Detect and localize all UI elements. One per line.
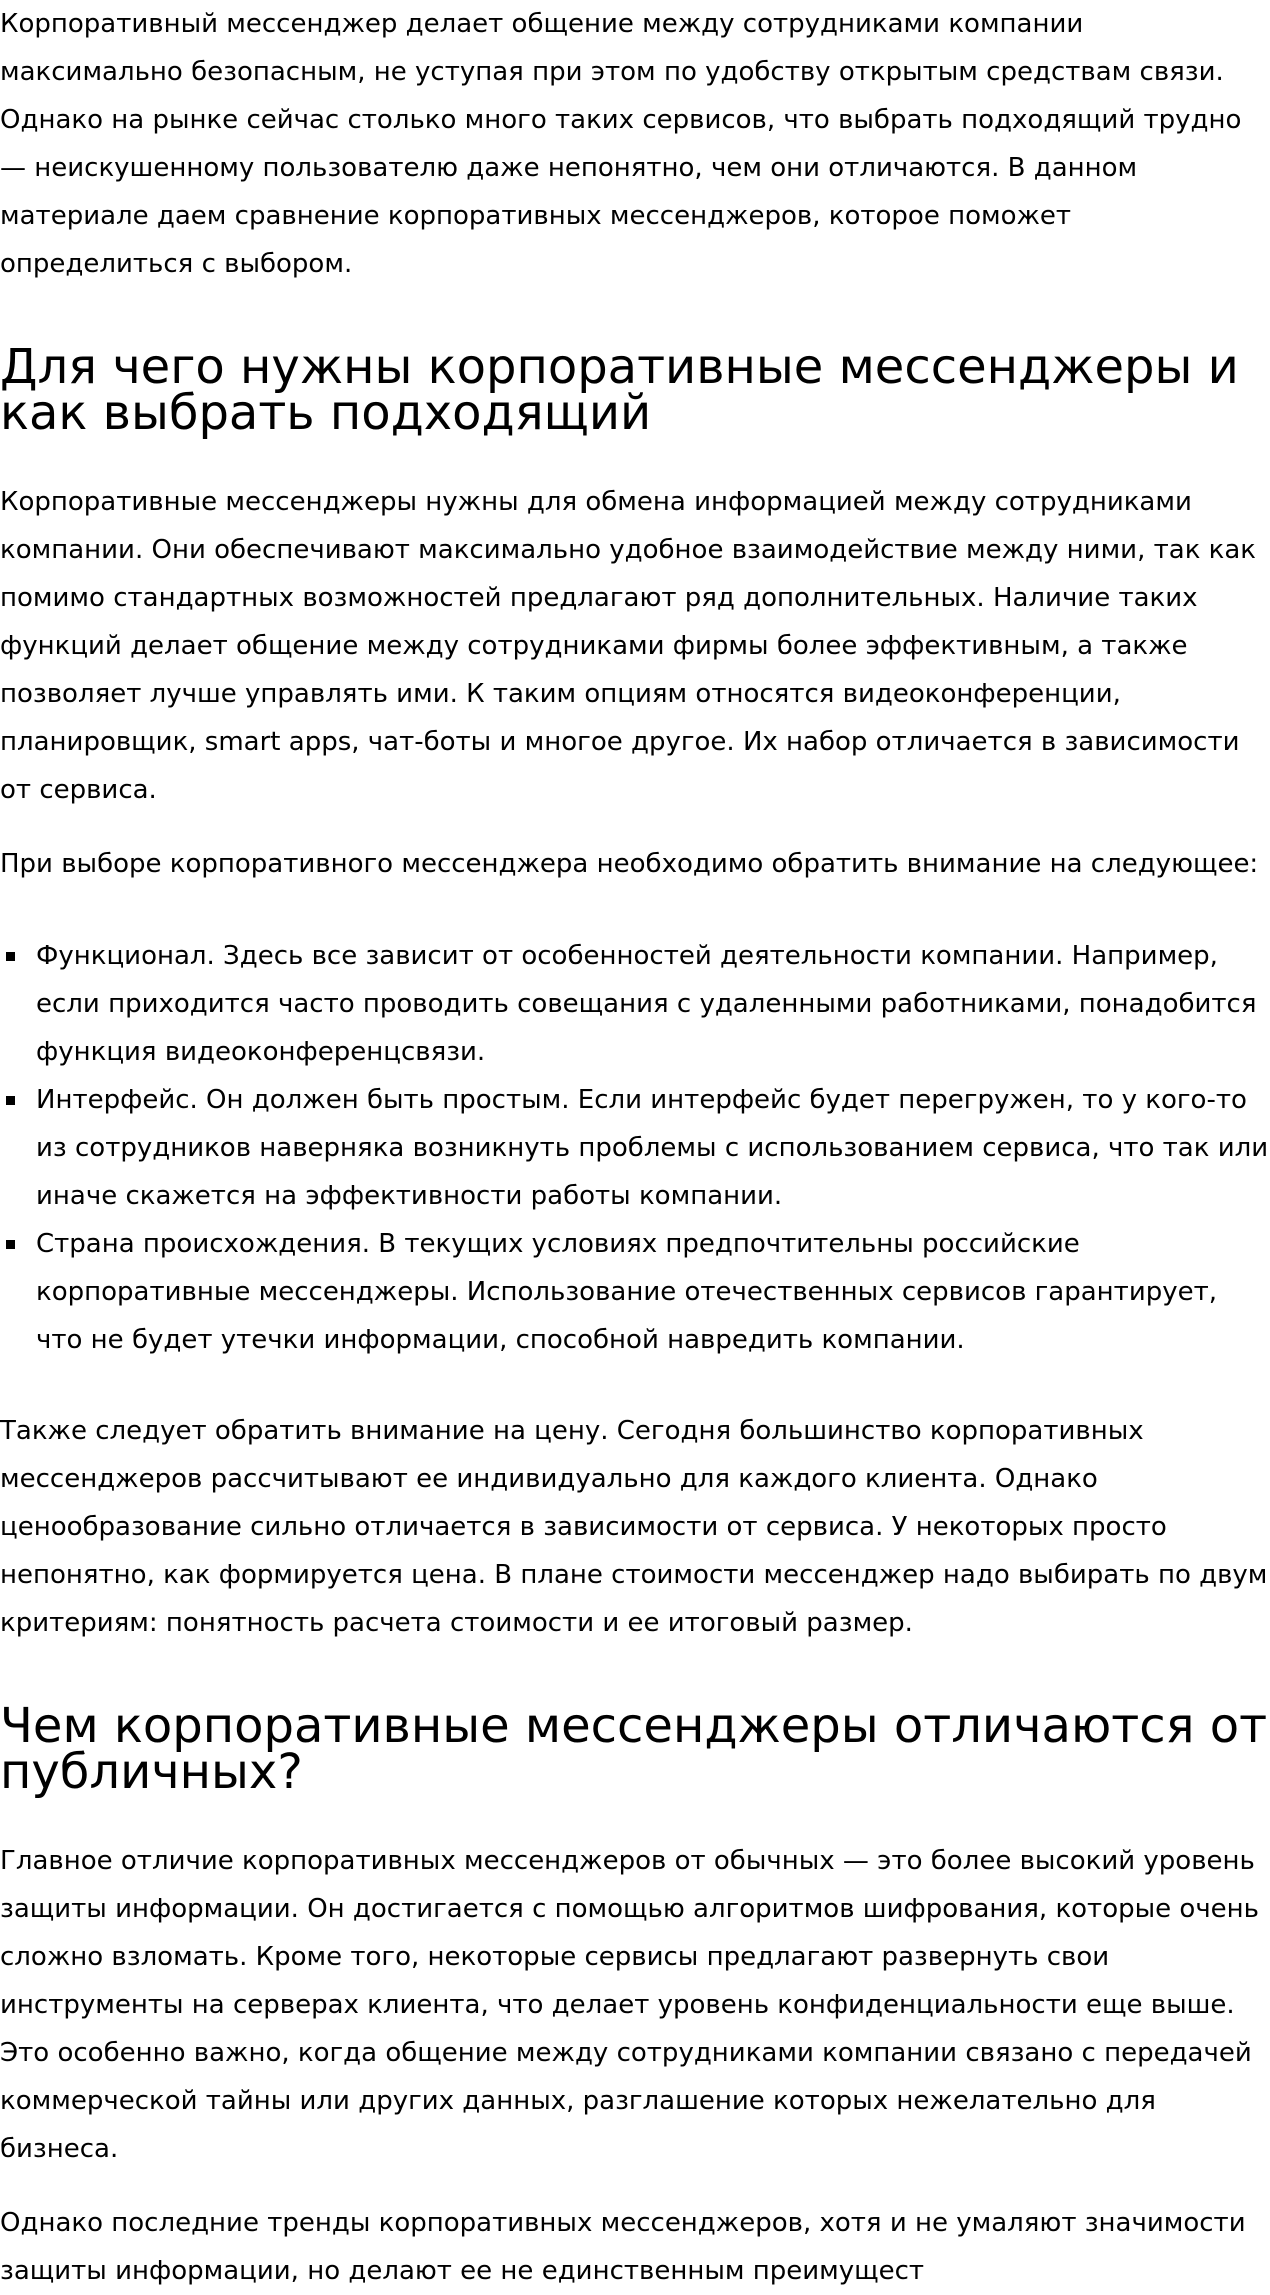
square-bullet-icon [6, 1240, 15, 1249]
list-item-text: Функционал. Здесь все зависит от особенностей деятельности компании. Например, если приходится часто проводить совещания с удаленными работниками, понадобится функция видеоконференцсвязи. [36, 941, 1257, 1067]
list-item-text: Страна происхождения. В текущих условиях предпочтительны российские корпоративные мессенджеры. Использование отечественных сервисов гарантирует, что не будет утечки информации, способной навредить компании. [36, 1229, 1218, 1355]
square-bullet-icon [6, 1096, 15, 1105]
paragraph-price: Также следует обратить внимание на цену. Сегодня большинство корпоративных мессенджеров рассчитывают ее индивидуально для каждого клиента. Однако ценообразование сильно отличается в зависимости от сервиса. У некоторых просто непонятно, как формируется цена. В плане стоимости мессенджер надо выбирать по двум критериям: понятность расчета стоимости и ее итоговый размер. [0, 1416, 1268, 1638]
list-item-text: Интерфейс. Он должен быть простым. Если интерфейс будет перегружен, то у кого-то из сотрудников наверняка возникнуть проблемы с использованием сервиса, что так или иначе скажется на эффективности работы компании. [36, 1085, 1269, 1211]
list-item [0, 1220, 1270, 1364]
paragraph-differences: Главное отличие корпоративных мессенджеров от обычных — это более высокий уровень защиты информации. Он достигается с помощью алгоритмов шифрования, которые очень сложно взломать. Кроме того, некоторые сервисы предлагают развернуть свои инструменты на серверах клиента, что делает уровень конфиденциальности еще выше. Это особенно важно, когда общение между сотрудниками компании связано с передачей коммерческой тайны или других данных, разглашение которых нежелательно для бизнеса. [0, 1846, 1259, 2164]
list-item [0, 1076, 1270, 1220]
square-bullet-icon [6, 952, 15, 961]
criteria-list [0, 932, 1270, 1364]
paragraph-selection-intro: При выборе корпоративного мессенджера необходимо обратить внимание на следующее: [0, 849, 1259, 879]
paragraph-trends: Однако последние тренды корпоративных мессенджеров, хотя и не умаляют значимости защиты информации, но делают ее не единственным преимущест [0, 2208, 1246, 2286]
section-heading-purpose: Для чего нужны корпоративные мессенджеры и как выбрать подходящий [0, 339, 1239, 441]
intro-paragraph: Корпоративный мессенджер делает общение между сотрудниками компании максимально безопасным, не уступая при этом по удобству открытым средствам связи. Однако на рынке сейчас столько много таких сервисов, что выбрать подходящий трудно — неискушенному пользователю даже непонятно, чем они отличаются. В данном материале даем сравнение корпоративных мессенджеров, которое поможет определиться с выбором. [0, 9, 1242, 279]
list-item [0, 932, 1270, 1076]
paragraph-purpose: Корпоративные мессенджеры нужны для обмена информацией между сотрудниками компании. Они обеспечивают максимально удобное взаимодействие между ними, так как помимо стандартных возможностей предлагают ряд дополнительных. Наличие таких функций делает общение между сотрудниками фирмы более эффективным, а также позволяет лучше управлять ими. К таким опциям относятся видеоконференции, планировщик, smart apps, чат-боты и многое другое. Их набор отличается в зависимости от сервиса. [0, 487, 1256, 805]
section-heading-differences: Чем корпоративные мессенджеры отличаются от публичных? [0, 1698, 1268, 1800]
